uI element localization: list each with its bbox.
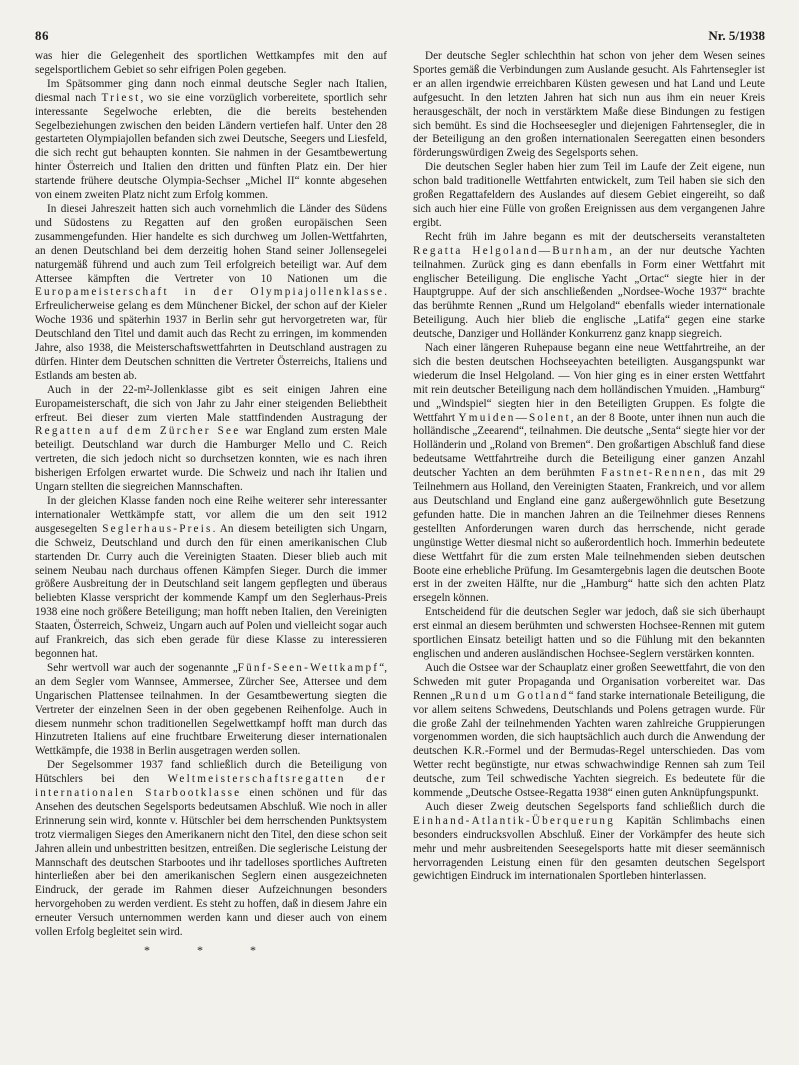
page-number: 86 <box>35 28 49 43</box>
spaced-emphasis: Seglerhaus-Preis <box>102 522 213 535</box>
text-run: was hier die Gelegenheit des sportlichen Wettkampfes mit den auf segelsportlichem Gebiet so sehr eifrigen Polen gegeben. <box>35 50 387 76</box>
spaced-emphasis: Europameisterschaft in der Olympiajollenklasse <box>35 286 385 299</box>
text-run: Im Spätsommer ging dann noch einmal deutsche Segler nach Italien, diesmal nach <box>35 77 387 104</box>
text-run: einen schönen und für das Ansehen des deutschen Segelsports bedeutsamen Abschluß. Wie noch in aller Erinnerung sein wird, konnte v. Hütschler bei dem herrschenden Punktsystem trotz viermaligen Sieges den Amerikanern nicht den Titel, den diese schon seit Jahren allein und unbestritten besitzen, entreißen. Die seglerische Leistung der Mannschaft des deutschen Starbootes und ihr tadelloses sportliches Auftreten hinterließen aber bei den amerikanischen Seglern einen ausgezeichneten Eindruck, der gerade im Rahmen dieser Aufzeichnungen besonders hervorgehoben zu werden verdient. Es steht zu hoffen, daß in diesem Jahre ein erneuter Versuch unternommen werden kann und dieser auch von einem vollen Erfolg begleitet sein wird. <box>35 787 387 939</box>
spaced-emphasis: Rund um Gotland <box>455 689 569 702</box>
spaced-emphasis: Regatten auf dem Zürcher See <box>35 425 241 438</box>
text-run: , das mit 29 Teilnehmern aus Holland, den Vereinigten Staaten, Frankreich, und vor allem aus Deutschland und England eine ganz außergewöhnlich gute Besetzung gefunden hatte. Die in manchen Jahren an die Teilnehmer dieses Rennens gestellten Anforderungen waren durch das herrschende, nicht gerade ungünstige Wetter diesmal nicht so außerordentlich hoch. Immerhin bedeutete diese Wettfahrt für die zum ersten Male teilnehmenden sieben deutschen Boote eine erhebliche Prüfung. Im Gesamtergebnis lagen die deutschen Boote erst in der zweiten Hälfte, nur die „Hamburg“ hatte sich den achten Platz ersegeln können. <box>413 467 765 605</box>
text-run: Der Segelsommer 1937 fand schließlich durch die Beteiligung von Hütschlers bei den <box>35 759 387 786</box>
text-run: . Erfreulicherweise gelang es dem Münchener Bickel, der schon auf der Kieler Woche 1936 und späterhin 1937 in Berlin sehr gut hervorgetreten war, für Deutschland den Titel und damit auch das Recht zu erringen, im kommenden Jahre, also 1938, die Meisterschaftswettfahrten in Deutschland austragen zu dürfen. Hinter dem Deutschen schnitten die Vertreter Österreichs, Italiens und Estlands am besten ab. <box>35 286 387 382</box>
left-column <box>35 50 387 958</box>
text-run: Auch dieser Zweig deutschen Segelsports fand schließlich durch die <box>425 800 765 813</box>
section-separator: * * * <box>144 943 278 957</box>
text-run: “, an dem Segler vom Wannsee, Ammersee, Zürcher See, Attersee und dem Ungarischen Plattensee teilnahmen. In der Gesamtbewertung siegten die Vertreter der einzelnen Seen in der oben gegebenen Reihenfolge. Auch in diesem nunmehr schon traditionellen Segelwettkampf hofft man durch das Hinzutreten Italiens auf eine fruchtbare Erweiterung dieser internationalen Wettkämpfe, die 1938 in Berlin ausgetragen werden sollen. <box>35 661 387 758</box>
paragraph-q4 <box>413 342 765 606</box>
spaced-emphasis: Fünf-Seen-Wettkampf <box>237 661 380 674</box>
text-run: , an der 8 Boote, unter ihnen nun auch die holländische „Zeearend“, teilnahmen. Die deutsche „Senta“ siegte hier vor der Holländerin und „Roland von Bremen“. Den großartigen Abschluß fand diese bedeutsame Wettfahrtreihe durch die Beteiligung einer ganzen Anzahl deutscher Yachten an dem berühmten <box>413 411 765 480</box>
spaced-emphasis: Triest <box>101 91 141 104</box>
paragraph-q5 <box>413 606 765 662</box>
text-run: In der gleichen Klasse fanden noch eine Reihe weiterer sehr interessanter internationaler Wettkämpfe statt, vor allem die um den seit 1912 ausgesegelten <box>35 495 387 535</box>
article-columns <box>35 50 765 958</box>
text-run: Die deutschen Segler haben hier zum Teil im Laufe der Zeit eigene, nun schon bald traditionelle Wettfahrten entwickelt, zum Teil haben sie sich den großen Regattafeldern des Auslandes auf diesem Gebiet eingereiht, so daß sich auch hier eine Fülle von großen Ereignissen aus dem vergangenen Jahre ergibt. <box>413 161 765 229</box>
spaced-emphasis: Fastnet-Rennen <box>601 467 703 480</box>
text-run: Auch in der 22-m²-Jollenklasse gibt es seit einigen Jahren eine Europameisterschaft, die sich von Jahr zu Jahr einer steigenden Beliebtheit erfreut. Bei dieser zum vierten Male stattfindenden Austragung der <box>35 383 387 424</box>
paragraph-q6 <box>413 662 765 801</box>
paragraph-q1 <box>413 50 765 161</box>
text-run: , wo sie eine vorzüglich vorbereitete, sportlich sehr interessante Segelwoche erlebten, die die bereits bestehenden Segelbeziehungen zwischen den beiden Ländern vertiefen half. Unter den 28 gestarteten Olympiajollen befanden sich zwei Deutsche, Seegers und Liesfeld, die sich recht gut behaupten konnten. Sie nahmen in der Gesamtbewertung hinter Österreich und Italien den dritten und fünften Platz ein. Der hier startende frühere deutsche Olympia-Sechser „Michel II“ konnte abgesehen von einem zweiten Platz nicht zum Erfolg kommen. <box>35 91 387 202</box>
text-run: Auch die Ostsee war der Schauplatz einer großen Seewettfahrt, die von den Schweden mit guter Propaganda und Organisation vorbereitet war. Das Rennen „ <box>413 661 765 702</box>
text-run: Entscheidend für die deutschen Segler war jedoch, daß sie sich überhaupt erst einmal an diesem berühmten und schwersten Hochsee-Rennen mit gutem sportlichen Einsatz beteiligt hatten und so die Fühlung mit den bekannten englischen und anderen ausländischen Hochsee-Seglern verstärken konnten. <box>413 606 765 660</box>
spaced-emphasis: Weltmeisterschaftsregatten der internationalen Starbootklasse <box>35 773 387 800</box>
text-run: “ fand starke internationale Beteiligung, die vor allem seitens Schwedens, Deutschlands und Polens getragen wurde. Für die große Zahl der teilnehmenden Yachten waren zahlreiche Gruppierungen vorgenommen worden, die sich hauptsächlich auch durch die Anwendung der deutschen K.R.-Formel und der Bermudas-Regel unterschieden. Das vom Wetter recht begünstigte, nur etwas schwachwindige Rennen sah zum Teil deutsche, zum Teil schwedische Yachten siegreich. Es bedeutete für die kommende „Deutsche Ostsee-Regatta 1938“ einen guten Anknüpfungspunkt. <box>413 689 765 800</box>
text-run: Der deutsche Segler schlechthin hat schon von jeher dem Wesen seines Sportes gemäß die Verbindungen zum Auslande gesucht. Als Fahrtensegler ist er an allen irgendwie erreichbaren Küsten gewesen und hat Land und Leute aufgesucht. In den letzten Jahren hat sich nun aus ihm ein neuer Kreis herausgeschält, der noch in verstärktem Maße diese Bindungen zu festigen sich bemüht. Es sind die Hochseesegler und diejenigen Fahrtensegler, die in der Beteiligung an den großen internationalen Seeregatten einen besonders förderungswürdigen Zweig des Segelsports sehen. <box>413 50 765 160</box>
issue-label: Nr. 5/1938 <box>708 28 765 43</box>
paragraph-p1 <box>35 50 387 78</box>
paragraph-q7 <box>413 801 765 884</box>
paragraph-q2 <box>413 161 765 231</box>
text-run: In diesei Jahreszeit hatten sich auch vornehmlich die Länder des Südens und Südostens zu Regatten auf den großen europäischen Seen zusammengefunden. Hier handelte es sich durchweg um Jollen-Wettfahrten, an denen Deutschland bei dem derzeitig hohen Stand seiner Jollensegelei naturgemäß führend und auch zum Teil erfolgreich beteiligt war. Auf dem Attersee kämpften die Vertreter von 10 Nationen um die <box>35 202 387 285</box>
spaced-emphasis: Regatta Helgoland—Burnham <box>413 244 610 257</box>
text-run: war England zum ersten Male beteiligt. Deutschland war durch die Hamburger Mello und C. Reich vertreten, die sich jedoch nicht so durchsetzen konnten, wie es nach ihren bisherigen Erfolgen erwartet wurde. Die Schweiz und nach ihr Italien und Ungarn stellten die siegreichen Mannschaften. <box>35 425 388 494</box>
text-run: Nach einer längeren Ruhepause begann eine neue Wettfahrtreihe, an der sich die besten deutschen Hochseeyachten beteiligten. Ausgangspunkt war wiederum die Insel Helgoland. — Von hier ging es in einer ersten Wettfahrt mit rein deutscher Beteiligung nach dem holländischen Ymuiden. „Hamburg“ und „Windspiel“ siegten hier in den Beteiligten Gruppen. Es folgte die Wettfahrt <box>413 342 765 424</box>
spaced-emphasis: Einhand-Atlantik-Überquerung <box>413 814 616 827</box>
page-header <box>35 28 765 46</box>
paragraph-q3 <box>413 231 765 342</box>
text-run: Kapitän Schlimbachs einen besonders eindrucksvollen Abschluß. Einer der Vorkämpfer des heute sich mehr und mehr ausbreitenden Seesegelsports hatte mit dieser seemännisch hervorragenden Leistung einen für den gesamten deutschen Segelsport gewichtigen Eindruck im internationalen Sportleben hinterlassen. <box>413 814 765 883</box>
paragraph-p2 <box>35 78 387 203</box>
text-run: Sehr wertvoll war auch der sogenannte „ <box>47 661 238 674</box>
paragraph-p7 <box>35 759 387 940</box>
right-column <box>413 50 765 958</box>
paragraph-p4 <box>35 384 387 495</box>
text-run: , an der nur deutsche Yachten teilnahmen. Zurück ging es dann ebenfalls in Form einer Wettfahrt mit englischer Beteiligung. Die englische Yacht „Ortac“ siegte hier in der Hauptgruppe. Auf der sich anschließenden „Nordsee-Woche 1937“ brachte das berühmte Rennen „Rund um Helgoland“ ebenfalls wieder internationale Beteiligung. Auch hier blieb die englische „Latifa“ gegen eine starke deutsche, Danziger und Holländer Konkurrenz ganz knapp siegreich. <box>413 244 765 341</box>
paragraph-p6 <box>35 662 387 759</box>
paragraph-p3 <box>35 203 387 384</box>
text-run: . An diesem beteiligten sich Ungarn, die Schweiz, Deutschland und durch den für einen amerikanischen Club startenden Dr. Curry auch die Vereinigten Staaten. Dieser blieb auch mit seinem Neubau nach durchaus offenen Kämpfen Sieger. Durch die immer größere Ausbreitung der in Deutschland seit langem gepflegten und überaus beliebten Klasse verspricht der kommende Kampf um den Seglerhaus-Preis 1938 eine noch größere Beteiligung; man hofft neben Italien, den Vereinigten Staaten, Österreich, Schweiz, Ungarn auch auf Polen und vielleicht sogar auch auf Frankreich, das sich eben gerade für diese Klasse zu interessieren begonnen hat. <box>35 522 387 660</box>
spaced-emphasis: Ymuiden—Solent <box>458 411 571 424</box>
paragraph-p5 <box>35 495 387 662</box>
text-run: Recht früh im Jahre begann es mit der deutscherseits veranstalteten <box>425 230 765 243</box>
